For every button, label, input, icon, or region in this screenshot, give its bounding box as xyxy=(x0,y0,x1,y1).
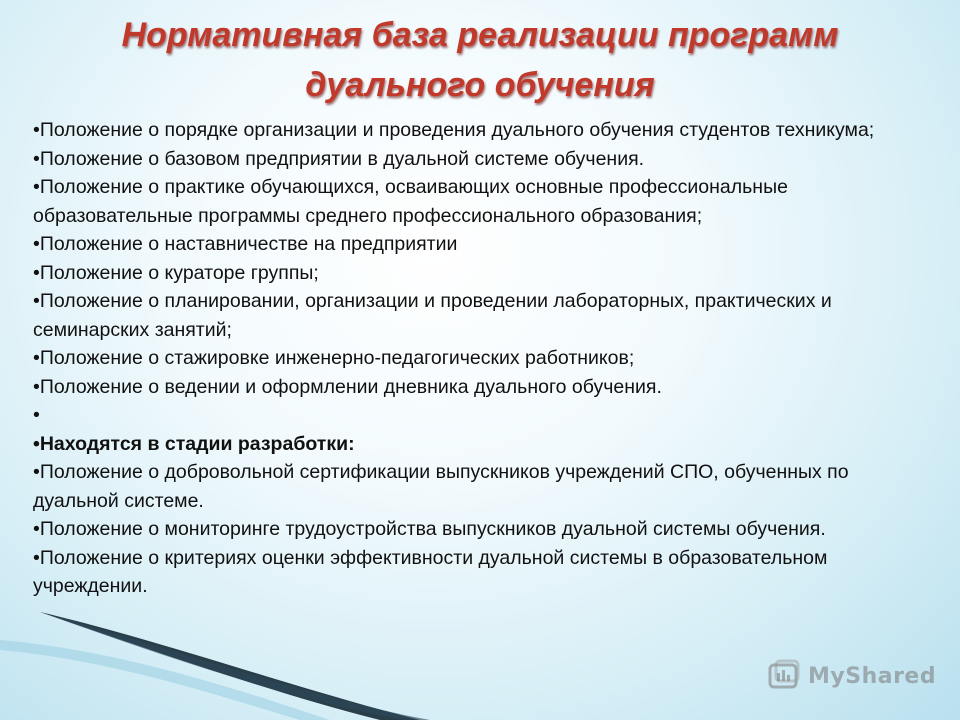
bullet-item: •Положение о практике обучающихся, осваивающих основные профессиональные образовательные программы среднего профессионального образования; xyxy=(33,176,788,227)
bullet-item: •Положение о стажировке инженерно-педагогических работников; xyxy=(33,347,635,369)
bullet-item: •Положение о базовом предприятии в дуальной системе обучения. xyxy=(33,147,645,170)
bullet-item: •Положение о критериях оценки эффективности дуальной системы в образовательном учреждении. xyxy=(33,546,828,597)
bullet-item: •Положение о планировании, организации и проведении лабораторных, практических и семинарских занятий; xyxy=(33,290,832,341)
title-line-2: дуального обучения xyxy=(305,66,655,104)
bullet-item: •Находятся в стадии разработки: xyxy=(33,432,355,455)
myshared-logo-icon xyxy=(768,659,802,693)
bullet-item: •Положение о мониторинге трудоустройства выпускников дуальной системы обучения. xyxy=(33,518,826,540)
bullet-item: •Положение о ведении и оформлении дневника дуального обучения. xyxy=(33,375,662,398)
bullet-item: •Положение о кураторе группы; xyxy=(33,261,319,284)
bullet-item: •Положение о добровольной сертификации выпускников учреждений СПО, обученных по дуальной системе. xyxy=(33,461,849,512)
watermark xyxy=(768,656,938,696)
bullet-item: •Положение о порядке организации и проведения дуального обучения студентов техникума; xyxy=(33,119,875,141)
title-line-1: Нормативная база реализации программ xyxy=(121,16,839,54)
bullet-item: • xyxy=(33,404,40,426)
watermark-text: MyShared xyxy=(808,663,937,689)
bullet-item: •Положение о наставничестве на предприятии xyxy=(33,233,458,255)
